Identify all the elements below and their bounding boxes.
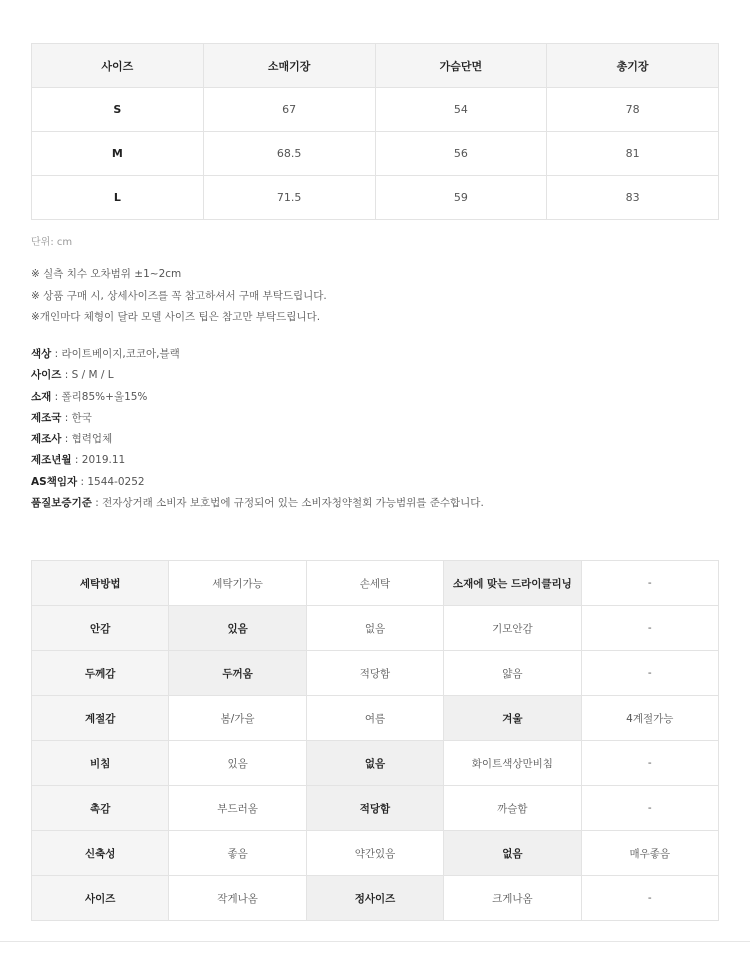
size-row-m bbox=[32, 132, 719, 176]
care-option: 얇음 bbox=[444, 651, 581, 696]
spec-key: 품질보증기준 bbox=[31, 497, 92, 510]
care-option: - bbox=[581, 786, 718, 831]
spec-manufacture-date bbox=[31, 453, 484, 474]
care-option: 좋음 bbox=[169, 831, 306, 876]
size-table-header bbox=[32, 44, 719, 88]
unit-note: 단위: cm bbox=[31, 237, 73, 248]
spec-key: 사이즈 bbox=[31, 369, 62, 382]
spec-size bbox=[31, 368, 484, 389]
care-row-stretch bbox=[32, 831, 719, 876]
care-label: 사이즈 bbox=[32, 876, 169, 921]
care-option: - bbox=[581, 561, 718, 606]
spec-key: 소재 bbox=[31, 390, 52, 403]
care-option: 약간있음 bbox=[306, 831, 443, 876]
size-label: S bbox=[32, 88, 204, 132]
care-option: 부드러움 bbox=[169, 786, 306, 831]
care-label: 계절감 bbox=[32, 696, 169, 741]
chest-width-value: 59 bbox=[375, 176, 547, 220]
care-row-sheerness bbox=[32, 741, 719, 786]
care-option: - bbox=[581, 876, 718, 921]
care-row-lining bbox=[32, 606, 719, 651]
spec-value: : 라이트베이지,코코아,블랙 bbox=[51, 348, 180, 360]
care-option: 작게나옴 bbox=[169, 876, 306, 921]
care-option: - bbox=[581, 741, 718, 786]
header-chest-width: 가슴단면 bbox=[375, 44, 547, 88]
spec-key: 색상 bbox=[31, 348, 52, 360]
care-option-selected: 있음 bbox=[169, 606, 306, 651]
care-option: 손세탁 bbox=[306, 561, 443, 606]
care-option: 기모안감 bbox=[444, 606, 581, 651]
care-option: 여름 bbox=[306, 696, 443, 741]
header-sleeve-length: 소매기장 bbox=[203, 44, 375, 88]
care-option: 적당함 bbox=[306, 651, 443, 696]
care-row-wash bbox=[32, 561, 719, 606]
care-row-fit bbox=[32, 876, 719, 921]
chest-width-value: 54 bbox=[375, 88, 547, 132]
sleeve-length-value: 71.5 bbox=[203, 176, 375, 220]
total-length-value: 81 bbox=[547, 132, 719, 176]
care-label: 비침 bbox=[32, 741, 169, 786]
care-option: 크게나옴 bbox=[444, 876, 581, 921]
care-option: 까슬함 bbox=[444, 786, 581, 831]
spec-value: : 전자상거래 소비자 보호법에 규정되어 있는 소비자청약철회 가능범위를 준수합니다. bbox=[91, 497, 484, 510]
care-row-texture bbox=[32, 786, 719, 831]
spec-country bbox=[31, 411, 484, 432]
spec-value: : 한국 bbox=[61, 411, 92, 424]
care-label: 안감 bbox=[32, 606, 169, 651]
spec-key: 제조사 bbox=[31, 433, 62, 446]
care-option: 없음 bbox=[306, 606, 443, 651]
care-label: 신축성 bbox=[32, 831, 169, 876]
measurement-notes bbox=[31, 267, 327, 332]
care-row-thickness bbox=[32, 651, 719, 696]
product-specs bbox=[31, 347, 484, 517]
spec-quality-guarantee bbox=[31, 496, 484, 517]
spec-color bbox=[31, 347, 484, 368]
note-item: ※ 상품 구매 시, 상세사이즈를 꼭 참고하셔서 구매 부탁드립니다. bbox=[31, 289, 327, 302]
care-option-selected: 없음 bbox=[444, 831, 581, 876]
sleeve-length-value: 67 bbox=[203, 88, 375, 132]
care-option-selected: 정사이즈 bbox=[306, 876, 443, 921]
care-label: 세탁방법 bbox=[32, 561, 169, 606]
size-row-s bbox=[32, 88, 719, 132]
spec-value: : 1544-0252 bbox=[77, 475, 145, 488]
header-total-length: 총기장 bbox=[547, 44, 719, 88]
care-label: 촉감 bbox=[32, 786, 169, 831]
spec-key: 제조년월 bbox=[31, 454, 72, 467]
spec-as-contact bbox=[31, 475, 484, 496]
care-option: 화이트색상만비침 bbox=[444, 741, 581, 786]
care-option-selected: 소재에 맞는 드라이클리닝 bbox=[444, 561, 581, 606]
size-table bbox=[31, 43, 719, 220]
care-option: 4계절가능 bbox=[581, 696, 718, 741]
spec-key: 제조국 bbox=[31, 411, 62, 424]
care-option-selected: 적당함 bbox=[306, 786, 443, 831]
note-item: ※개인마다 체형이 달라 모델 사이즈 팁은 참고만 부탁드립니다. bbox=[31, 311, 321, 323]
size-label: M bbox=[32, 132, 204, 176]
header-size: 사이즈 bbox=[32, 44, 204, 88]
total-length-value: 83 bbox=[547, 176, 719, 220]
chest-width-value: 56 bbox=[375, 132, 547, 176]
footer-divider bbox=[0, 941, 750, 942]
spec-value: : 2019.11 bbox=[71, 454, 126, 467]
care-option: 봄/가을 bbox=[169, 696, 306, 741]
spec-value: : 폴리85%+울15% bbox=[51, 390, 148, 403]
care-option-selected: 두꺼움 bbox=[169, 651, 306, 696]
care-option: 있음 bbox=[169, 741, 306, 786]
size-row-l bbox=[32, 176, 719, 220]
note-item: ※ 실측 치수 오차범위 ±1~2cm bbox=[31, 268, 182, 280]
size-label: L bbox=[32, 176, 204, 220]
spec-key: AS책임자 bbox=[31, 475, 78, 488]
sleeve-length-value: 68.5 bbox=[203, 132, 375, 176]
spec-value: : S / M / L bbox=[61, 369, 114, 382]
spec-value: : 협력업체 bbox=[61, 433, 113, 446]
care-option-selected: 겨울 bbox=[444, 696, 581, 741]
care-option: - bbox=[581, 651, 718, 696]
care-option: 세탁기가능 bbox=[169, 561, 306, 606]
total-length-value: 78 bbox=[547, 88, 719, 132]
care-row-season bbox=[32, 696, 719, 741]
spec-material bbox=[31, 390, 484, 411]
care-option: - bbox=[581, 606, 718, 651]
care-table bbox=[31, 560, 719, 921]
spec-manufacturer bbox=[31, 432, 484, 453]
care-option: 매우좋음 bbox=[581, 831, 718, 876]
care-option-selected: 없음 bbox=[306, 741, 443, 786]
care-label: 두께감 bbox=[32, 651, 169, 696]
